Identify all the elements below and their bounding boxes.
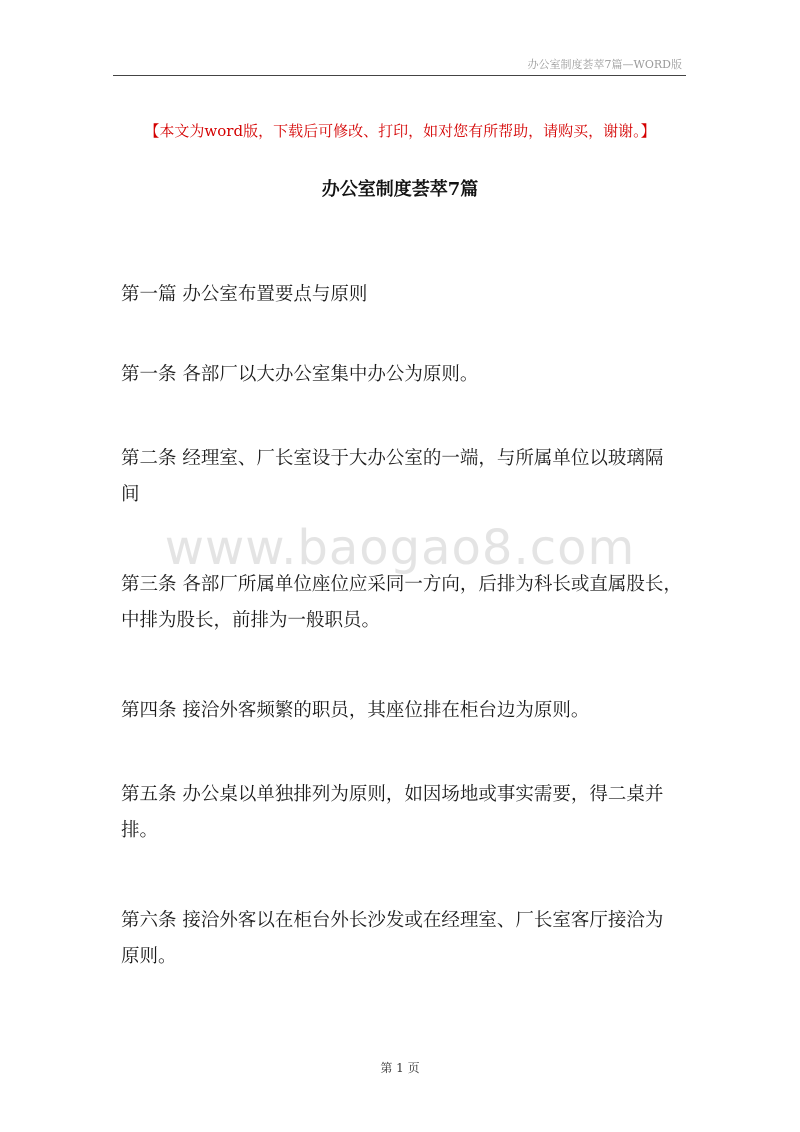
article-six <box>121 903 691 975</box>
paragraph-line: 第二条 经理室、厂长室设于大办公室的一端，与所属单位以玻璃隔 <box>121 448 664 469</box>
section-heading-part-one <box>121 277 691 313</box>
article-one <box>121 357 691 393</box>
paragraph-line: 第一篇 办公室布置要点与原则 <box>121 284 368 305</box>
paragraph-line: 第六条 接洽外客以在柜台外长沙发或在经理室、厂长室客厅接洽为 <box>121 910 664 931</box>
document-title: 办公室制度荟萃7篇 <box>321 179 479 200</box>
article-five <box>121 777 691 849</box>
running-header: 办公室制度荟萃7篇—WORD版 <box>527 58 682 71</box>
paragraph-line: 原则。 <box>121 946 177 967</box>
paragraph-line: 间 <box>121 484 140 505</box>
header-rule <box>113 75 686 76</box>
paragraph-line: 排。 <box>121 820 159 841</box>
paragraph-line: 中排为股长，前排为一般职员。 <box>121 610 381 631</box>
article-four <box>121 693 691 729</box>
paragraph-line: 第一条 各部厂以大办公室集中办公为原则。 <box>121 364 479 385</box>
download-notice: 【本文为word版，下载后可修改、打印，如对您有所帮助，请购买，谢谢。】 <box>144 122 656 140</box>
page-number: 第 1 页 <box>380 1061 420 1075</box>
watermark: www.baogao8.com <box>164 520 636 576</box>
paragraph-line: 第三条 各部厂所属单位座位应采同一方向，后排为科长或直属股长， <box>121 574 682 595</box>
paragraph-line: 第四条 接洽外客频繁的职员，其座位排在柜台边为原则。 <box>121 700 590 721</box>
article-three <box>121 567 691 639</box>
paragraph-line: 第五条 办公桌以单独排列为原则，如因场地或事实需要，得二桌并 <box>121 784 664 805</box>
article-two <box>121 441 691 513</box>
